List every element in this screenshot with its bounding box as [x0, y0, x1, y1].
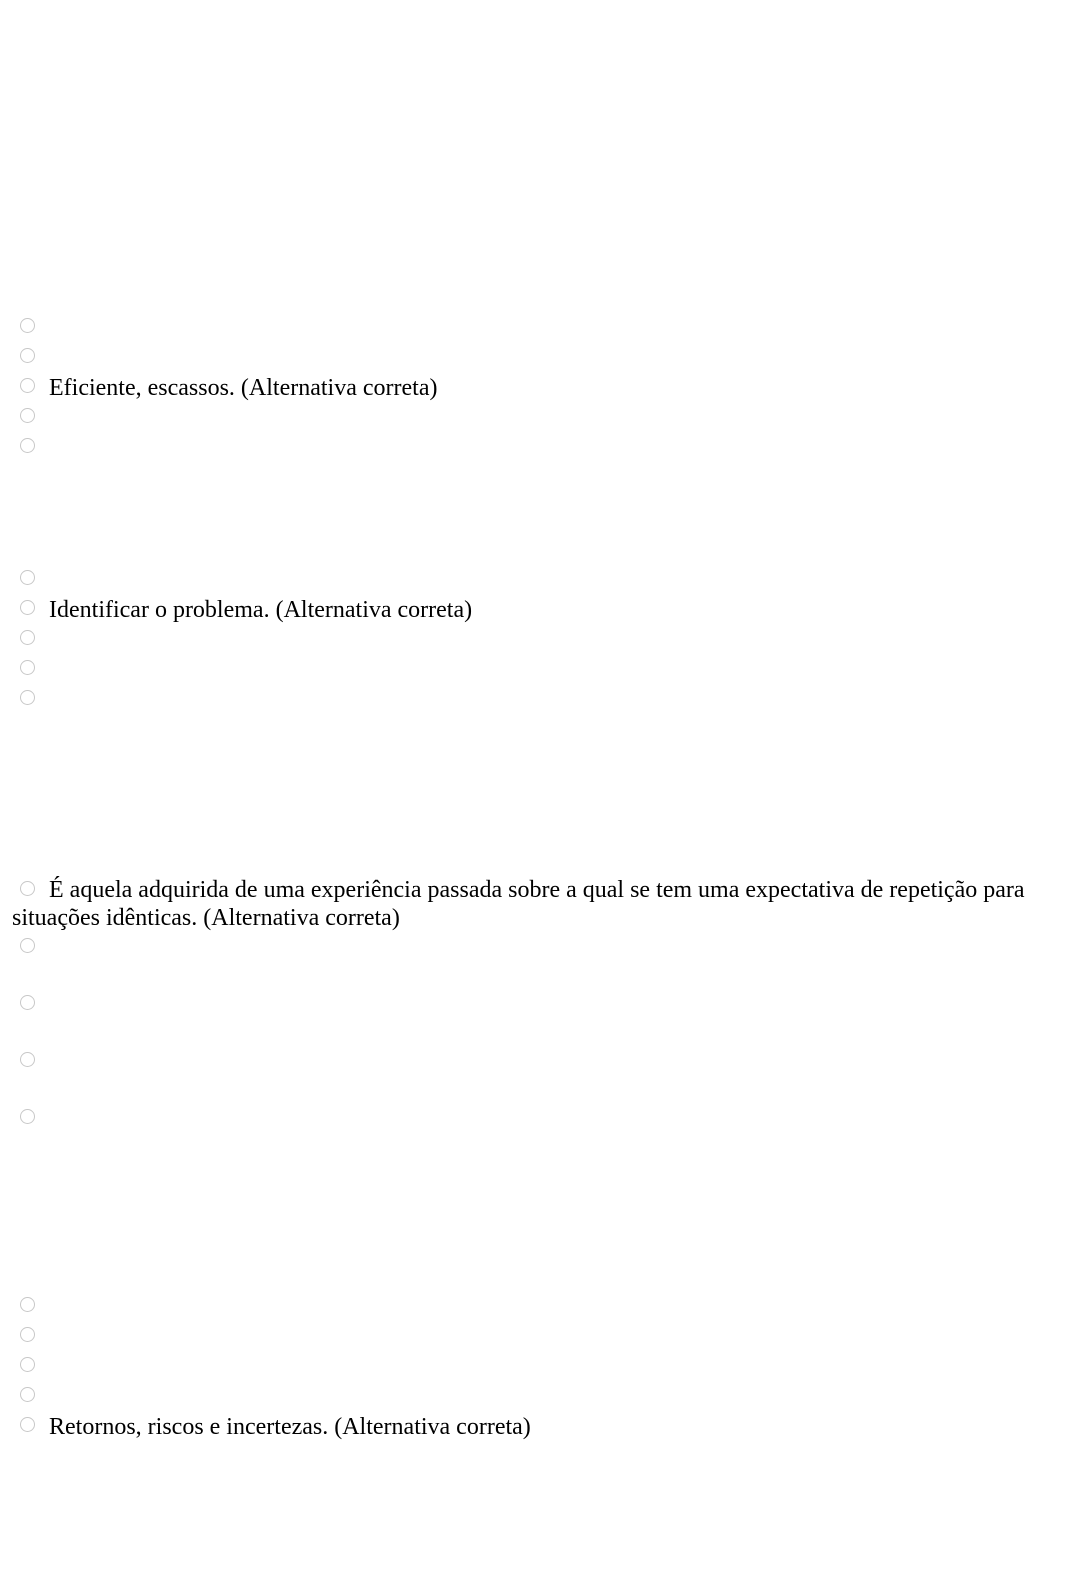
radio-button[interactable] [20, 348, 35, 363]
radio-button[interactable] [20, 318, 35, 333]
radio-button[interactable] [20, 630, 35, 645]
radio-button[interactable] [20, 938, 35, 953]
option-label: Eficiente, escassos. (Alternativa correta) [49, 375, 438, 401]
radio-button[interactable] [20, 438, 35, 453]
question-3-option-1[interactable] [0, 876, 1076, 936]
radio-button[interactable] [20, 600, 35, 615]
radio-button[interactable] [20, 690, 35, 705]
radio-button[interactable] [20, 378, 35, 393]
radio-button[interactable] [20, 1109, 35, 1124]
option-label: É aquela adquirida de uma experiência passada sobre a qual se tem uma expectativa de repetição para situações idênticas. (Alternativa correta) [12, 877, 1025, 931]
radio-button[interactable] [20, 1387, 35, 1402]
radio-button[interactable] [20, 995, 35, 1010]
radio-button[interactable] [20, 1052, 35, 1067]
radio-button[interactable] [20, 1297, 35, 1312]
radio-button[interactable] [20, 408, 35, 423]
radio-button[interactable] [20, 1327, 35, 1342]
option-label: Retornos, riscos e incertezas. (Alternativa correta) [49, 1414, 531, 1440]
radio-button[interactable] [20, 570, 35, 585]
radio-button[interactable] [20, 1417, 35, 1432]
option-label: Identificar o problema. (Alternativa correta) [49, 597, 473, 623]
radio-button[interactable] [20, 660, 35, 675]
radio-button[interactable] [20, 1357, 35, 1372]
